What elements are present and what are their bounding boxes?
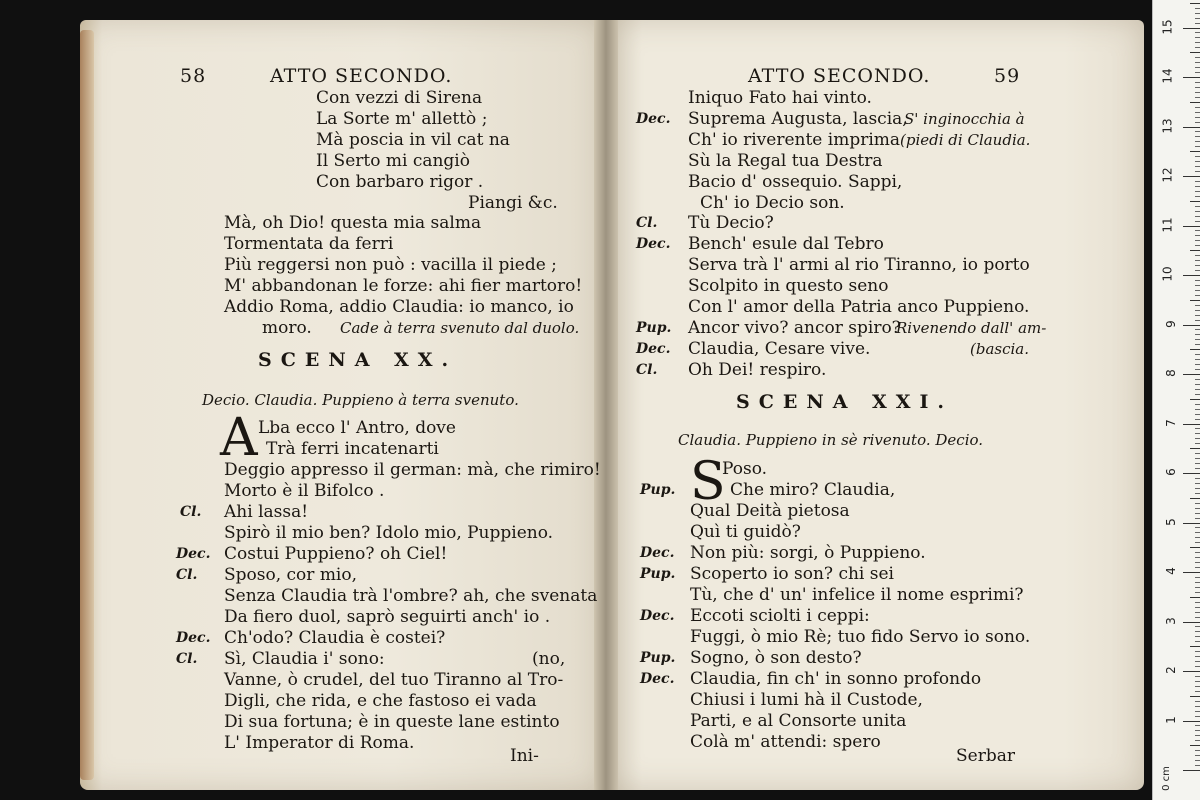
dialogue-line: Costui Puppieno? oh Ciel! bbox=[224, 544, 448, 564]
ruler-tick bbox=[1195, 82, 1200, 83]
dialogue-line: Tù Decio? bbox=[688, 213, 774, 233]
dialogue-line: Bacio d' ossequio. Sappi, bbox=[688, 172, 903, 192]
ruler-tick bbox=[1195, 537, 1200, 538]
page-edge bbox=[80, 30, 94, 780]
ruler-tick bbox=[1195, 13, 1200, 14]
ruler-tick bbox=[1195, 42, 1200, 43]
drop-cap: A bbox=[220, 408, 258, 468]
ruler-tick bbox=[1195, 18, 1200, 19]
dialogue-line: Sogno, ò son desto? bbox=[690, 648, 862, 668]
ruler-tick bbox=[1195, 488, 1200, 489]
ruler-tick bbox=[1195, 527, 1200, 528]
ruler-tick bbox=[1195, 651, 1200, 652]
speaker: Pup. bbox=[636, 320, 672, 336]
ruler-tick bbox=[1190, 102, 1200, 103]
ruler-tick bbox=[1195, 344, 1200, 345]
ruler-unit-label: 0 cm bbox=[1161, 766, 1173, 791]
dialogue-line: Ch' io riverente imprima bbox=[688, 130, 901, 150]
speaker: Pup. bbox=[640, 650, 676, 666]
verse-line: Più reggersi non può : vacilla il piede ; bbox=[224, 255, 557, 275]
ruler-tick bbox=[1195, 141, 1200, 142]
ruler-tick bbox=[1190, 201, 1200, 202]
ruler-tick bbox=[1195, 166, 1200, 167]
verse-line: Deggio appresso il german: mà, che rimiro! bbox=[224, 460, 601, 480]
ruler-tick bbox=[1195, 97, 1200, 98]
ruler-tick bbox=[1190, 250, 1200, 251]
dialogue-line: Eccoti sciolti i ceppi: bbox=[690, 606, 870, 626]
ruler-tick bbox=[1195, 394, 1200, 395]
ruler-tick bbox=[1195, 384, 1200, 385]
drop-cap: S bbox=[690, 452, 726, 512]
ruler-label: 10 bbox=[1160, 266, 1175, 282]
ruler-tick bbox=[1195, 631, 1200, 632]
ruler-tick bbox=[1195, 379, 1200, 380]
ruler-tick bbox=[1195, 191, 1200, 192]
dialogue-line: Colà m' attendi: spero bbox=[690, 732, 881, 752]
ruler-tick bbox=[1195, 186, 1200, 187]
ruler-tick bbox=[1190, 646, 1200, 647]
ruler-tick bbox=[1195, 740, 1200, 741]
ruler-tick bbox=[1183, 622, 1200, 623]
verse-line: Con vezzi di Sirena bbox=[316, 88, 483, 108]
ruler-tick bbox=[1195, 245, 1200, 246]
ruler-tick bbox=[1195, 617, 1200, 618]
ruler-tick bbox=[1195, 681, 1200, 682]
speaker: Dec. bbox=[636, 236, 671, 252]
ruler-label: 13 bbox=[1160, 117, 1175, 134]
ruler-tick bbox=[1195, 532, 1200, 533]
dialogue-line: Claudia, Cesare vive. bbox=[688, 339, 871, 359]
ruler-tick bbox=[1195, 389, 1200, 390]
ruler-tick bbox=[1195, 122, 1200, 123]
dialogue-line: Parti, e al Consorte unita bbox=[690, 711, 907, 731]
verse-line: Trà ferri incatenarti bbox=[266, 439, 439, 459]
ruler-tick bbox=[1195, 513, 1200, 514]
ruler-label: 15 bbox=[1160, 18, 1175, 35]
ruler-tick bbox=[1195, 636, 1200, 637]
ruler-tick bbox=[1195, 552, 1200, 553]
ruler-tick bbox=[1195, 359, 1200, 360]
ruler-tick bbox=[1195, 409, 1200, 410]
ruler-tick bbox=[1195, 641, 1200, 642]
ruler-tick bbox=[1195, 320, 1200, 321]
stage-direction: (piedi di Claudia. bbox=[900, 131, 1031, 149]
ruler-tick bbox=[1195, 686, 1200, 687]
ruler-tick bbox=[1195, 557, 1200, 558]
ruler-label: 8 bbox=[1164, 369, 1179, 377]
ruler-tick bbox=[1195, 661, 1200, 662]
scene-title: SCENA XX. bbox=[258, 349, 458, 371]
ruler-tick bbox=[1195, 146, 1200, 147]
ruler-label: 2 bbox=[1164, 666, 1179, 674]
ruler-tick bbox=[1195, 354, 1200, 355]
ruler-tick bbox=[1195, 656, 1200, 657]
verse-line: Con barbaro rigor . bbox=[316, 172, 484, 192]
stage-direction: (bascia. bbox=[970, 340, 1030, 358]
ruler-tick bbox=[1195, 582, 1200, 583]
ruler-tick bbox=[1190, 151, 1200, 152]
ruler-tick bbox=[1190, 349, 1200, 350]
ruler-tick bbox=[1195, 483, 1200, 484]
ruler-tick bbox=[1195, 181, 1200, 182]
speaker: Dec. bbox=[636, 111, 671, 127]
dialogue-line: Vanne, ò crudel, del tuo Tiranno al Tro- bbox=[224, 670, 564, 690]
speaker: Cl. bbox=[180, 504, 202, 520]
ruler-tick bbox=[1195, 171, 1200, 172]
verse-line: M' abbandonan le forze: ahi fier martoro! bbox=[224, 276, 583, 296]
dialogue-line: Da fiero duol, saprò seguirti anch' io . bbox=[224, 607, 551, 627]
ruler-tick bbox=[1195, 290, 1200, 291]
dialogue-line: Che miro? Claudia, bbox=[730, 480, 896, 500]
ruler-tick bbox=[1183, 473, 1200, 474]
ruler-tick bbox=[1195, 260, 1200, 261]
ruler-tick bbox=[1195, 592, 1200, 593]
verse-line: Poso. bbox=[722, 459, 768, 479]
ruler-tick bbox=[1195, 433, 1200, 434]
ruler-tick bbox=[1195, 364, 1200, 365]
ruler-tick bbox=[1190, 696, 1200, 697]
ruler-label: 1 bbox=[1164, 715, 1179, 724]
ruler-label: 7 bbox=[1164, 418, 1179, 427]
ruler-tick bbox=[1195, 691, 1200, 692]
catchword: Serbar bbox=[956, 746, 1015, 766]
ruler-tick bbox=[1190, 300, 1200, 301]
ruler-tick bbox=[1183, 325, 1200, 326]
scene-cast: Claudia. Puppieno in sè rivenuto. Decio. bbox=[678, 431, 984, 449]
catchword: Ini- bbox=[510, 746, 539, 766]
ruler-tick bbox=[1195, 136, 1200, 137]
ruler-tick bbox=[1195, 47, 1200, 48]
ruler-tick bbox=[1195, 8, 1200, 9]
ruler-tick bbox=[1195, 676, 1200, 677]
dialogue-line: Ch'odo? Claudia è costei? bbox=[224, 628, 446, 648]
ruler-tick bbox=[1183, 572, 1200, 573]
ruler-tick bbox=[1195, 468, 1200, 469]
ruler-tick bbox=[1195, 666, 1200, 667]
ruler-tick bbox=[1195, 612, 1200, 613]
ruler-tick bbox=[1190, 52, 1200, 53]
verse-line: Il Serto mi cangiò bbox=[316, 151, 470, 171]
dialogue-line: Qual Deità pietosa bbox=[690, 501, 850, 521]
dialogue-line: Digli, che rida, e che fastoso ei vada bbox=[224, 691, 537, 711]
ruler-tick bbox=[1195, 716, 1200, 717]
verse-line: La Sorte m' allettò ; bbox=[316, 109, 488, 129]
ruler-tick bbox=[1195, 503, 1200, 504]
ruler-tick bbox=[1195, 567, 1200, 568]
stage-direction: Rivenendo dall' am- bbox=[896, 319, 1047, 337]
dialogue-line: Iniquo Fato hai vinto. bbox=[688, 88, 872, 108]
book-gutter bbox=[594, 20, 618, 790]
ruler-tick bbox=[1195, 211, 1200, 212]
ruler-tick bbox=[1195, 602, 1200, 603]
ruler-tick bbox=[1195, 265, 1200, 266]
ruler-tick bbox=[1195, 438, 1200, 439]
speaker: Pup. bbox=[640, 482, 676, 498]
ruler-tick bbox=[1195, 216, 1200, 217]
speaker: Dec. bbox=[176, 546, 211, 562]
ruler-tick bbox=[1195, 706, 1200, 707]
verse-line: Tormentata da ferri bbox=[224, 234, 394, 254]
ruler-tick bbox=[1195, 310, 1200, 311]
ruler-tick bbox=[1195, 369, 1200, 370]
ruler-label: 9 bbox=[1164, 319, 1179, 328]
ruler-tick bbox=[1183, 226, 1200, 227]
ruler-tick bbox=[1195, 493, 1200, 494]
ruler-tick bbox=[1190, 745, 1200, 746]
dialogue-line: L' Imperator di Roma. bbox=[224, 733, 415, 753]
dialogue-line: Serva trà l' armi al rio Tiranno, io porto bbox=[688, 255, 1030, 275]
ruler-tick bbox=[1195, 57, 1200, 58]
ruler-tick bbox=[1183, 77, 1200, 78]
verse-line: Mà, oh Dio! questa mia salma bbox=[224, 213, 482, 233]
page-number: 59 bbox=[994, 65, 1021, 87]
ruler-tick bbox=[1195, 72, 1200, 73]
ruler-tick bbox=[1195, 240, 1200, 241]
stage-direction: Cade à terra svenuto dal duolo. bbox=[340, 319, 580, 337]
ruler-tick bbox=[1195, 765, 1200, 766]
page-number: 58 bbox=[180, 65, 207, 87]
speaker: Cl. bbox=[176, 567, 198, 583]
ruler-tick bbox=[1195, 711, 1200, 712]
ruler-tick bbox=[1190, 3, 1200, 4]
speaker: Dec. bbox=[176, 630, 211, 646]
dialogue-line: Scolpito in questo seno bbox=[688, 276, 889, 296]
ruler-tick bbox=[1195, 92, 1200, 93]
ruler-tick bbox=[1190, 399, 1200, 400]
speaker: Pup. bbox=[640, 566, 676, 582]
dialogue-line: Quì ti guidò? bbox=[690, 522, 801, 542]
ruler-tick bbox=[1195, 414, 1200, 415]
ruler-tick bbox=[1195, 453, 1200, 454]
ruler-tick bbox=[1183, 374, 1200, 375]
ruler-tick bbox=[1195, 112, 1200, 113]
ruler-tick bbox=[1195, 117, 1200, 118]
ruler-label: 6 bbox=[1164, 468, 1179, 476]
ruler-tick bbox=[1183, 275, 1200, 276]
ruler-tick bbox=[1190, 597, 1200, 598]
ruler-tick bbox=[1195, 518, 1200, 519]
dialogue-line: Fuggi, ò mio Rè; tuo fido Servo io sono. bbox=[690, 627, 1031, 647]
ruler-tick bbox=[1195, 37, 1200, 38]
dialogue-line: Senza Claudia trà l'ombre? ah, che svenata bbox=[224, 586, 598, 606]
ruler-tick bbox=[1195, 701, 1200, 702]
ruler-tick bbox=[1195, 280, 1200, 281]
dialogue-line: Sù la Regal tua Destra bbox=[688, 151, 883, 171]
ruler-tick bbox=[1195, 587, 1200, 588]
verse-line: Lba ecco l' Antro, dove bbox=[258, 418, 456, 438]
ruler-tick bbox=[1195, 196, 1200, 197]
speaker: Dec. bbox=[640, 545, 675, 561]
ruler-tick bbox=[1190, 547, 1200, 548]
ruler-tick bbox=[1195, 67, 1200, 68]
ruler-tick bbox=[1195, 339, 1200, 340]
ruler-tick bbox=[1195, 107, 1200, 108]
ruler-tick bbox=[1195, 221, 1200, 222]
ruler-tick bbox=[1195, 404, 1200, 405]
dialogue-line: Sposo, cor mio, bbox=[224, 565, 358, 585]
ruler-tick bbox=[1195, 32, 1200, 33]
ruler-label: 4 bbox=[1164, 567, 1179, 575]
ruler-tick bbox=[1195, 87, 1200, 88]
ruler-tick bbox=[1195, 542, 1200, 543]
ruler-tick bbox=[1195, 23, 1200, 24]
ruler-tick bbox=[1183, 770, 1200, 771]
ruler-label: 14 bbox=[1160, 68, 1175, 84]
ruler-tick bbox=[1183, 28, 1200, 29]
ruler-tick bbox=[1183, 127, 1200, 128]
ruler-tick bbox=[1195, 755, 1200, 756]
speaker: Cl. bbox=[636, 215, 658, 231]
turnover-word: (no, bbox=[532, 649, 566, 669]
ruler-label: 3 bbox=[1164, 616, 1179, 625]
dialogue-line: Ancor vivo? ancor spiro? bbox=[688, 318, 901, 338]
dialogue-line: Claudia, fin ch' in sonno profondo bbox=[690, 669, 982, 689]
dialogue-line: Suprema Augusta, lascia, bbox=[688, 109, 908, 129]
speaker: Cl. bbox=[176, 651, 198, 667]
verse-line: moro. bbox=[262, 318, 312, 338]
speaker: Dec. bbox=[640, 671, 675, 687]
verse-line: Addio Roma, addio Claudia: io manco, io bbox=[224, 297, 574, 317]
dialogue-line: Chiusi i lumi hà il Custode, bbox=[690, 690, 923, 710]
ruler-tick bbox=[1195, 270, 1200, 271]
dialogue-line: Oh Dei! respiro. bbox=[688, 360, 827, 380]
ruler-tick bbox=[1195, 508, 1200, 509]
dialogue-line: Con l' amor della Patria anco Puppieno. bbox=[688, 297, 1030, 317]
ruler-label: 11 bbox=[1160, 216, 1175, 233]
verse-line: Morto è il Bifolco . bbox=[224, 481, 385, 501]
ruler-tick bbox=[1195, 443, 1200, 444]
ruler-tick bbox=[1195, 463, 1200, 464]
ruler-label: 5 bbox=[1164, 517, 1179, 526]
measurement-ruler bbox=[1152, 0, 1200, 800]
ruler-tick bbox=[1183, 671, 1200, 672]
ruler-tick bbox=[1195, 735, 1200, 736]
ruler-tick bbox=[1195, 305, 1200, 306]
running-head: ATTO SECONDO. bbox=[270, 65, 453, 87]
ruler-tick bbox=[1195, 334, 1200, 335]
ruler-tick bbox=[1190, 498, 1200, 499]
ruler-tick bbox=[1195, 626, 1200, 627]
ruler-tick bbox=[1195, 562, 1200, 563]
ruler-tick bbox=[1195, 428, 1200, 429]
dialogue-line: Ch' io Decio son. bbox=[700, 193, 845, 213]
ruler-tick bbox=[1195, 206, 1200, 207]
ruler-tick bbox=[1183, 523, 1200, 524]
dialogue-line: Di sua fortuna; è in queste lane estinto bbox=[224, 712, 560, 732]
ruler-tick bbox=[1195, 295, 1200, 296]
ruler-tick bbox=[1195, 161, 1200, 162]
scene-cast: Decio. Claudia. Puppieno à terra svenuto. bbox=[202, 391, 519, 409]
ruler-tick bbox=[1195, 478, 1200, 479]
ruler-tick bbox=[1195, 285, 1200, 286]
ruler-tick bbox=[1195, 235, 1200, 236]
dialogue-line: Non più: sorgi, ò Puppieno. bbox=[690, 543, 926, 563]
ruler-tick bbox=[1195, 607, 1200, 608]
ruler-tick bbox=[1195, 255, 1200, 256]
verse-line: Piangi &c. bbox=[468, 193, 558, 213]
ruler-tick bbox=[1195, 131, 1200, 132]
ruler-label: 12 bbox=[1160, 167, 1175, 183]
scene-title: SCENA XXI. bbox=[736, 391, 954, 413]
ruler-tick bbox=[1195, 230, 1200, 231]
ruler-tick bbox=[1195, 315, 1200, 316]
dialogue-line: Spirò il mio ben? Idolo mio, Puppieno. bbox=[224, 523, 554, 543]
ruler-tick bbox=[1195, 725, 1200, 726]
verse-line: Mà poscia in vil cat na bbox=[316, 130, 510, 150]
ruler-tick bbox=[1195, 730, 1200, 731]
ruler-tick bbox=[1195, 458, 1200, 459]
stage-direction: S' inginocchia à bbox=[904, 110, 1025, 128]
ruler-tick bbox=[1190, 448, 1200, 449]
ruler-tick bbox=[1183, 721, 1200, 722]
dialogue-line: Bench' esule dal Tebro bbox=[688, 234, 884, 254]
ruler-tick bbox=[1183, 424, 1200, 425]
ruler-tick bbox=[1195, 329, 1200, 330]
speaker: Dec. bbox=[640, 608, 675, 624]
ruler-tick bbox=[1183, 176, 1200, 177]
dialogue-line: Scoperto io son? chi sei bbox=[690, 564, 894, 584]
ruler-tick bbox=[1195, 419, 1200, 420]
ruler-tick bbox=[1195, 62, 1200, 63]
dialogue-line: Tù, che d' un' infelice il nome esprimi? bbox=[690, 585, 1024, 605]
speaker: Cl. bbox=[636, 362, 658, 378]
ruler-tick bbox=[1195, 760, 1200, 761]
running-head: ATTO SECONDO. bbox=[748, 65, 931, 87]
speaker: Dec. bbox=[636, 341, 671, 357]
dialogue-line: Ahi lassa! bbox=[224, 502, 309, 522]
ruler-tick bbox=[1195, 577, 1200, 578]
ruler-tick bbox=[1195, 156, 1200, 157]
dialogue-line: Sì, Claudia i' sono: bbox=[224, 649, 385, 669]
ruler-tick bbox=[1195, 750, 1200, 751]
